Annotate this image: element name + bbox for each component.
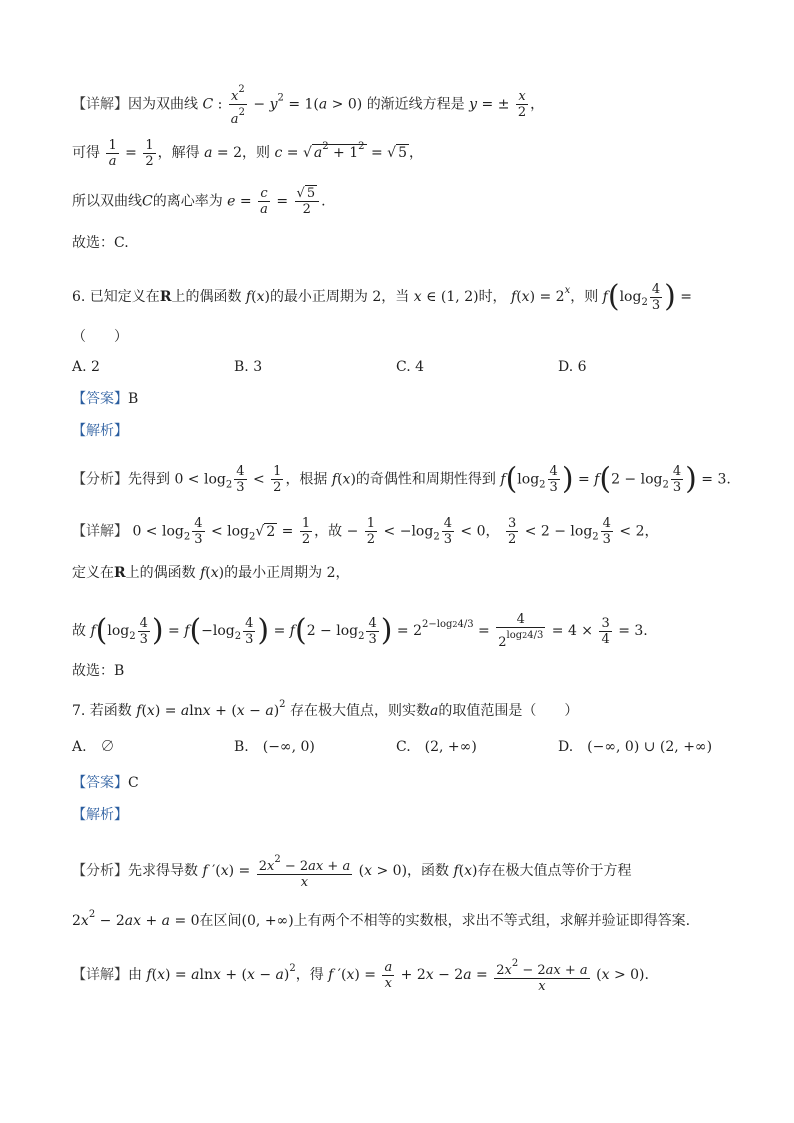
q7-answer: 【答案】C (72, 775, 139, 791)
q7-xiangjie: 【详解】由 $f(x) = alnx + (x - a)^2$，得 f ′(x) = $\frac{a}{x}$ + 2x − 2a = $\frac{2x^2 - 2ax + a}{x}$ (x > 0). (72, 958, 649, 994)
q6-option-c[interactable]: C. 4 (396, 359, 425, 375)
fraction: $\frac{1}{2}$ (145, 137, 154, 169)
q7-option-d[interactable]: D. (−∞, 0) ∪ (2, +∞) (558, 739, 713, 755)
q7-option-a[interactable]: A. ∅ (72, 739, 115, 755)
q6-line3: 故 $f(\log_2$ $\frac{4}{3}$ ) = $f(-\log_2$ $\frac{4}{3}$ ) = $f(2 - \log_2$ $\frac{4}{3}$ ) = $2^{2-log24/3}$ = $\frac{4}{2^{log24/3}}$ = 4 × $\frac{3}{4}$ = 3. (72, 612, 648, 650)
q7-fenxi: 【分析】先求得导数 f ′(x) = $\frac{2x^2 - 2ax + a}{x}$ (x > 0)，函数 f(x)存在极大值点等价于方程 (72, 854, 632, 890)
text: 的渐近线方程是 (366, 96, 465, 113)
fraction: $\frac{c}{a}$ (260, 186, 268, 217)
math: C (202, 96, 214, 113)
fraction: $\frac{√ 5}{2}$ (295, 186, 320, 217)
p5-line-3: 所以双曲线C的离心率为 e = $\frac{c}{a}$ = $\frac{√ 5}{2}$ . (72, 186, 326, 217)
q6-line2: 定义在R上的偶函数 f(x)的最小正周期为 2， (72, 565, 350, 581)
q6-answer: 【答案】B (72, 391, 139, 407)
q6-option-a[interactable]: A. 2 (72, 359, 100, 375)
q7-fenxi-2: $2x^2 - 2ax + a = 0$在区间(0, +∞)上有两个不相等的实数根，求出不等式组，求解并验证即得答案. (72, 909, 691, 929)
q7-option-c[interactable]: C. (2, +∞) (396, 739, 477, 755)
q6-stem: 6. 已知定义在R上的偶函数 f(x)的最小正周期为 2，当 x ∈ (1, 2)时， $f(x) = 2^x$，则 $f(\log_2$ $\frac{4}{3}$ ) = (72, 279, 693, 314)
q6-option-d[interactable]: D. 6 (558, 359, 587, 375)
q6-choose: 故选：B (72, 663, 125, 679)
q6-analysis-tag: 【解析】 (72, 423, 128, 439)
text: 因为双曲线 (128, 96, 198, 113)
p5-line-2: 可得 $\frac{1}{a}$ = $\frac{1}{2}$ ，解得 a = 2，则 c = √ $a^2 + 1^2$ = √ 5 ， (72, 137, 424, 169)
q7-analysis-tag: 【解析】 (72, 807, 128, 823)
q7-option-b[interactable]: B. (−∞, 0) (234, 739, 315, 755)
fraction: $\frac{1}{a}$ (108, 137, 117, 169)
q6-option-b[interactable]: B. 3 (234, 359, 263, 375)
q6-xiangjie: 【详解】 $0 < \log_2$ $\frac{4}{3}$ < $\log_2√$ 2 = $\frac{1}{2}$ ，故 − $\frac{1}{2}$ < $-\log_2$ $\frac{4}{3}$ < 0， $\frac{3}{2}$ < $2 - \log_2$ $\frac{4}{3}$ < 2， (72, 516, 659, 547)
q7-stem: 7. 若函数 $f(x) = alnx + (x - a)^2$ 存在极大值点，则实数a的取值范围是（ ） (72, 699, 579, 719)
detail-tag: 【详解】 (72, 96, 128, 113)
p5-answer: 故选：C. (72, 235, 129, 251)
fraction: $\frac{x}{2}$ (517, 89, 527, 120)
fraction: $\frac{x^2}{a^2}$ (230, 84, 245, 127)
q6-blank: （ ） (72, 329, 128, 345)
p5-line-1: 【详解】因为双曲线 C : $\frac{x^2}{a^2}$ − $y^2 = 1(a > 0)$ 的渐近线方程是 y = ± $\frac{x}{2}$ ， (72, 84, 545, 127)
q6-fenxi: 【分析】先得到 $0 < \log_2$ $\frac{4}{3}$ < $\frac{1}{2}$ ，根据 f(x)的奇偶性和周期性得到 $f(\log_2$ $\frac{4}{3}$ ) = $f(2 - \log_2$ $\frac{4}{3}$ ) = 3. (72, 461, 731, 497)
